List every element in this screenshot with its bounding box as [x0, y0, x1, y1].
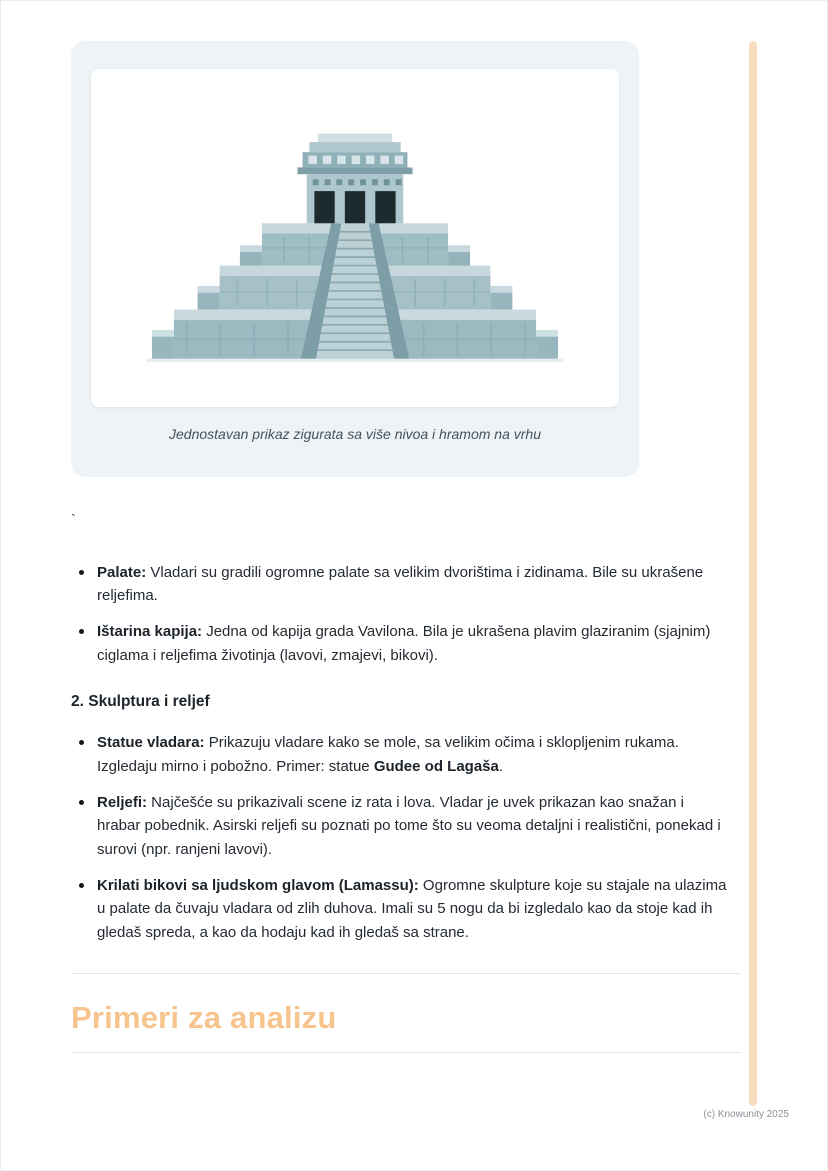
notes-list-1 — [71, 561, 731, 668]
section-title: Primeri za analizu — [71, 999, 337, 1035]
figure-card — [71, 41, 639, 477]
divider-top — [71, 973, 741, 974]
list-item-text: Ogromne skulpture koje su stajale na ulazima u palate da čuvaju vladara od zlih duhova. Imali su 5 nogu da bi izgledalo kao da stoje kad ih gledaš spreda, a kao da hodaju kad ih gledaš sa strane. — [97, 876, 727, 942]
list-item-text: Jedna od kapija grada Vavilona. Bila je ukrašena plavim glaziranim (sjajnim) ciglama i reljefima životinja (lavovi, zmajevi, bikovi). — [97, 622, 711, 664]
notes-list-2 — [71, 731, 731, 945]
stray-character: ` — [71, 510, 76, 527]
list-item-lead: Krilati bikovi sa ljudskom glavom (Lamassu): — [97, 876, 419, 894]
list-item-lead: Palate: — [97, 563, 147, 581]
bullet-icon — [79, 883, 84, 888]
list-item-text: Prikazuju vladare kako se mole, sa velikim očima i sklopljenim rukama. Izgledaju mirno i pobožno. Primer: statue — [97, 734, 679, 776]
figure-caption: Jednostavan prikaz zigurata sa više nivoa i hramom na vrhu — [169, 426, 541, 442]
list-item-lead: Statue vladara: — [97, 734, 205, 752]
list-item-text: . — [498, 758, 504, 776]
list-item — [71, 620, 731, 667]
list-item-text: Najčešće su prikazivali scene iz rata i lova. Vladar je uvek prikazan kao snažan i hrabar pobednik. Asirski reljefi su poznati po tome što su veoma detaljni i realistični, ponekad i surovi (npr. ranjeni lavovi). — [97, 793, 721, 859]
bullet-icon — [79, 800, 84, 805]
bullet-icon — [79, 740, 84, 745]
list-item — [71, 731, 731, 778]
list-item — [71, 791, 731, 862]
bullet-icon — [79, 629, 84, 634]
footer-credit: (c) Knowunity 2025 — [703, 1109, 789, 1120]
list-item-lead: Ištarina kapija: — [97, 622, 203, 640]
subheading-skulptura: 2. Skulptura i reljef — [71, 693, 210, 711]
list-item — [71, 561, 731, 608]
list-item-text: Vladari su gradili ogromne palate sa velikim dvorištima i zidinama. Bile su ukrašene reljefima. — [97, 563, 704, 605]
scrollbar-thumb[interactable] — [749, 41, 757, 1106]
document-content — [71, 41, 731, 1053]
divider-bottom — [71, 1052, 741, 1053]
ziggurat-illustration — [135, 103, 575, 374]
bullet-icon — [79, 570, 84, 575]
list-item — [71, 874, 731, 945]
list-item-bold: Gudee od Lagaša — [373, 758, 499, 776]
figure-image — [91, 69, 619, 407]
list-item-lead: Reljefi: — [97, 793, 148, 811]
